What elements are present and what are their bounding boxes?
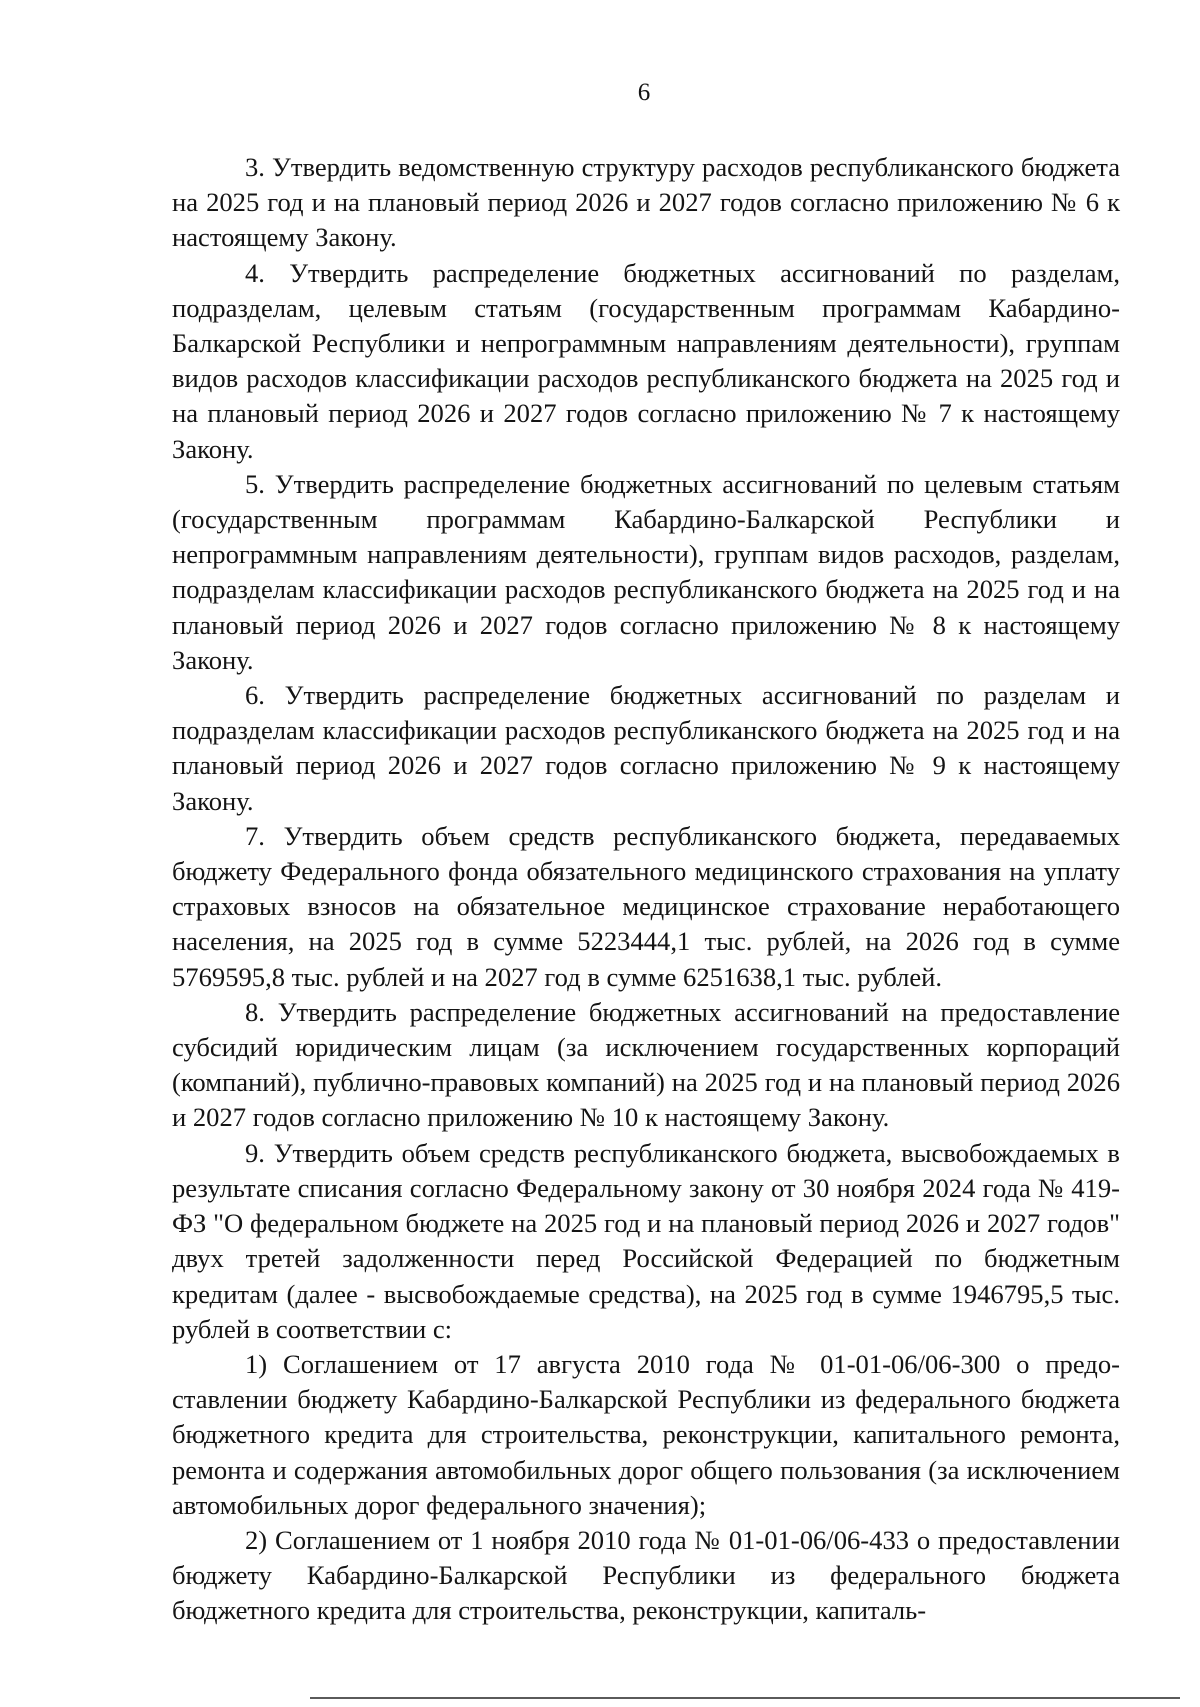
scan-edge-line <box>310 1697 1180 1699</box>
paragraph-6: 6. Утвердить распределение бюджетных ассигнований по разделам и подразделам классификации расходов республиканского бюджета на 2025 год и на плановый период 2026 и 2027 годов согласно приложению № 9 к настоящему Закону. <box>172 680 1120 816</box>
document-body <box>172 150 1120 1629</box>
subitem-1: 1) Соглашением от 17 августа 2010 года № 01-01-06/06-300 о предоставлении бюджету Кабардино-Балкарской Республики из федерального бюджета бюджетного кредита для строительства, реконструкции, капитального ремонта, ремонта и содержания автомобильных дорог общего пользования (за исключением автомобильных дорог федерального значения); <box>172 1348 1120 1520</box>
paragraph-8: 8. Утвердить распределение бюджетных ассигнований на предоставление субсидий юридическим лицам (за исключением государственных корпораций (компаний), публично-правовых компаний) на 2025 год и на плановый период 2026 и 2027 годов согласно приложению № 10 к настоящему Закону. <box>172 996 1120 1133</box>
paragraph-5: 5. Утвердить распределение бюджетных ассигнований по целевым статьям (государственным программам Кабардино-Балкарской Республики и непрограммным направлениям деятельности), группам видов расходов, разделам, подразделам классификации расходов республиканского бюджета на 2025 год и на плановый период 2026 и 2027 годов согласно приложению № 8 к настоящему Закону. <box>172 468 1120 675</box>
paragraph-9: 9. Утвердить объем средств республиканского бюджета, высвобождаемых в результате списания согласно Федеральному закону от 30 ноября 2024 года № 419-ФЗ "О федеральном бюджете на 2025 год и на плановый период 2026 и 2027 годов" двух третей задолженности перед Российской Федерацией по бюджетным кредитам (далее - высвобождаемые средства), на 2025 год в сумме 1946795,5 тыс. рублей в соответствии с: <box>172 1137 1120 1344</box>
paragraph-4: 4. Утвердить распределение бюджетных ассигнований по разделам, подразделам, целевым статьям (государственным программам Кабардино-Балкарской Республики и непрограммным направлениям деятельности), группам видов расходов классификации расходов республиканского бюджета на 2025 год и на плановый период 2026 и 2027 годов согласно приложению № 7 к настоящему Закону. <box>172 257 1120 464</box>
subitem-2: 2) Соглашением от 1 ноября 2010 года № 01-01-06/06-433 о предоставлении бюджету Кабардино-Балкарской Республики из федерального бюджета бюджетного кредита для строительства, реконструкции, капиталь- <box>172 1524 1120 1626</box>
page-number: 6 <box>637 79 651 106</box>
paragraph-7: 7. Утвердить объем средств республиканского бюджета, передаваемых бюджету Федерального фонда обязательного медицинского страхования на уплату страховых взносов на обязательное медицинское страхование неработающего населения, на 2025 год в сумме 5223444,1 тыс. рублей, на 2026 год в сумме 5769595,8 тыс. рублей и на 2027 год в сумме 6251638,1 тыс. рублей. <box>172 820 1120 992</box>
paragraph-3: 3. Утвердить ведомственную структуру расходов республиканского бюджета на 2025 год и на плановый период 2026 и 2027 годов согласно приложению № 6 к настоящему Закону. <box>172 152 1120 253</box>
